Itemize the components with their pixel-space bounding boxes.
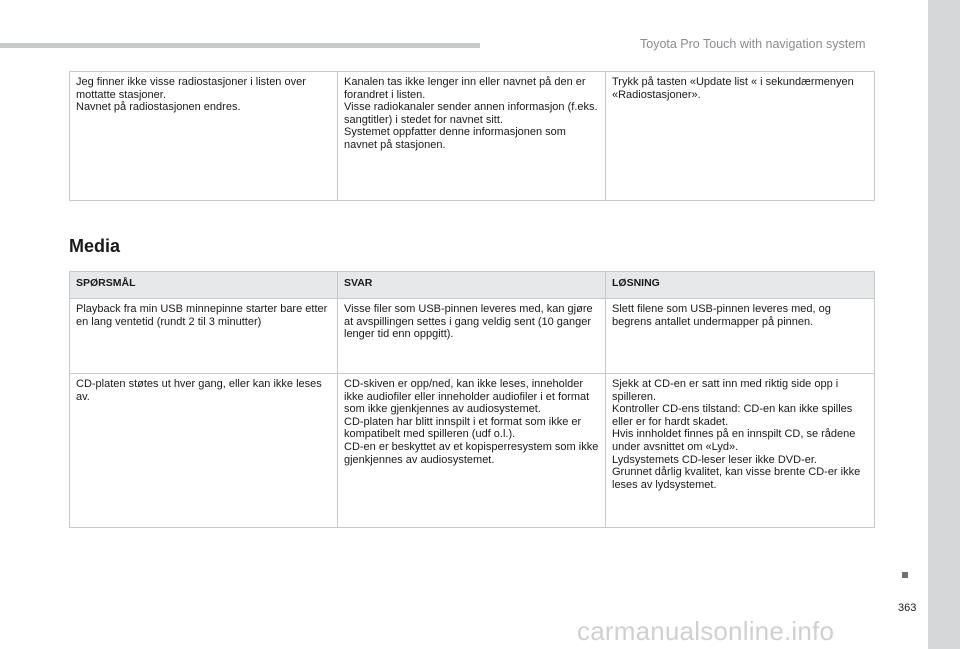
answer-cell: Visse filer som USB-pinnen leveres med, kan gjøre at avspillingen settes i gang veldig sent (10 ganger lenger tid enn oppgitt).: [338, 299, 606, 374]
table-header-row: [70, 272, 875, 299]
page-marker: [902, 572, 908, 578]
watermark: carmanualsonline.info: [577, 616, 835, 646]
table-row: [70, 299, 875, 374]
solution-cell: Trykk på tasten «Update list « i sekundærmenyen «Radiostasjoner».: [606, 72, 875, 201]
question-cell: Playback fra min USB minnepinne starter bare etter en lang ventetid (rundt 2 til 3 minutter): [70, 299, 338, 374]
column-header-question: SPØRSMÅL: [70, 272, 338, 299]
header-rule: [0, 43, 480, 48]
question-cell: Jeg finner ikke visse radiostasjoner i listen over mottatte stasjoner. Navnet på radiostasjonen endres.: [70, 72, 338, 201]
answer-cell: Kanalen tas ikke lenger inn eller navnet på den er forandret i listen. Visse radiokanaler sender annen informasjon (f.eks. sangtitler) i stedet for navnet sitt. Systemet oppfatter denne informasjonen som navnet på stasjonen.: [338, 72, 606, 201]
column-header-answer: SVAR: [338, 272, 606, 299]
question-cell: CD-platen støtes ut hver gang, eller kan ikke leses av.: [70, 374, 338, 528]
manual-title: Toyota Pro Touch with navigation system: [640, 37, 866, 51]
section-heading: Media: [69, 236, 121, 256]
table-row: [70, 72, 875, 201]
troubleshooting-table-radio: [69, 71, 875, 201]
table-row: [70, 374, 875, 528]
answer-cell: CD-skiven er opp/ned, kan ikke leses, inneholder ikke audiofiler eller inneholder audiofiler i et format som ikke gjenkjennes av audiosystemet. CD-platen har blitt innspilt i et format som ikke er kompatibelt med spilleren (udf o.l.). CD-en er beskyttet av et kopisperresystem som ikke gjenkjennes av audiosystemet.: [338, 374, 606, 528]
solution-cell: Slett filene som USB-pinnen leveres med, og begrens antallet undermapper på pinnen.: [606, 299, 875, 374]
column-header-solution: LØSNING: [606, 272, 875, 299]
solution-cell: Sjekk at CD-en er satt inn med riktig side opp i spilleren. Kontroller CD-ens tilstand: CD-en kan ikke spilles eller er for hardt skadet. Hvis innholdet finnes på en innspilt CD, se rådene under avsnittet om «Lyd». Lydsystemets CD-leser leser ikke DVD-er. Grunnet dårlig kvalitet, kan visse brente CD-er ikke leses av lydsystemet.: [606, 374, 875, 528]
page-number: 363: [898, 602, 917, 614]
troubleshooting-table-media: [69, 271, 875, 528]
page-edge-tab: [928, 0, 960, 649]
